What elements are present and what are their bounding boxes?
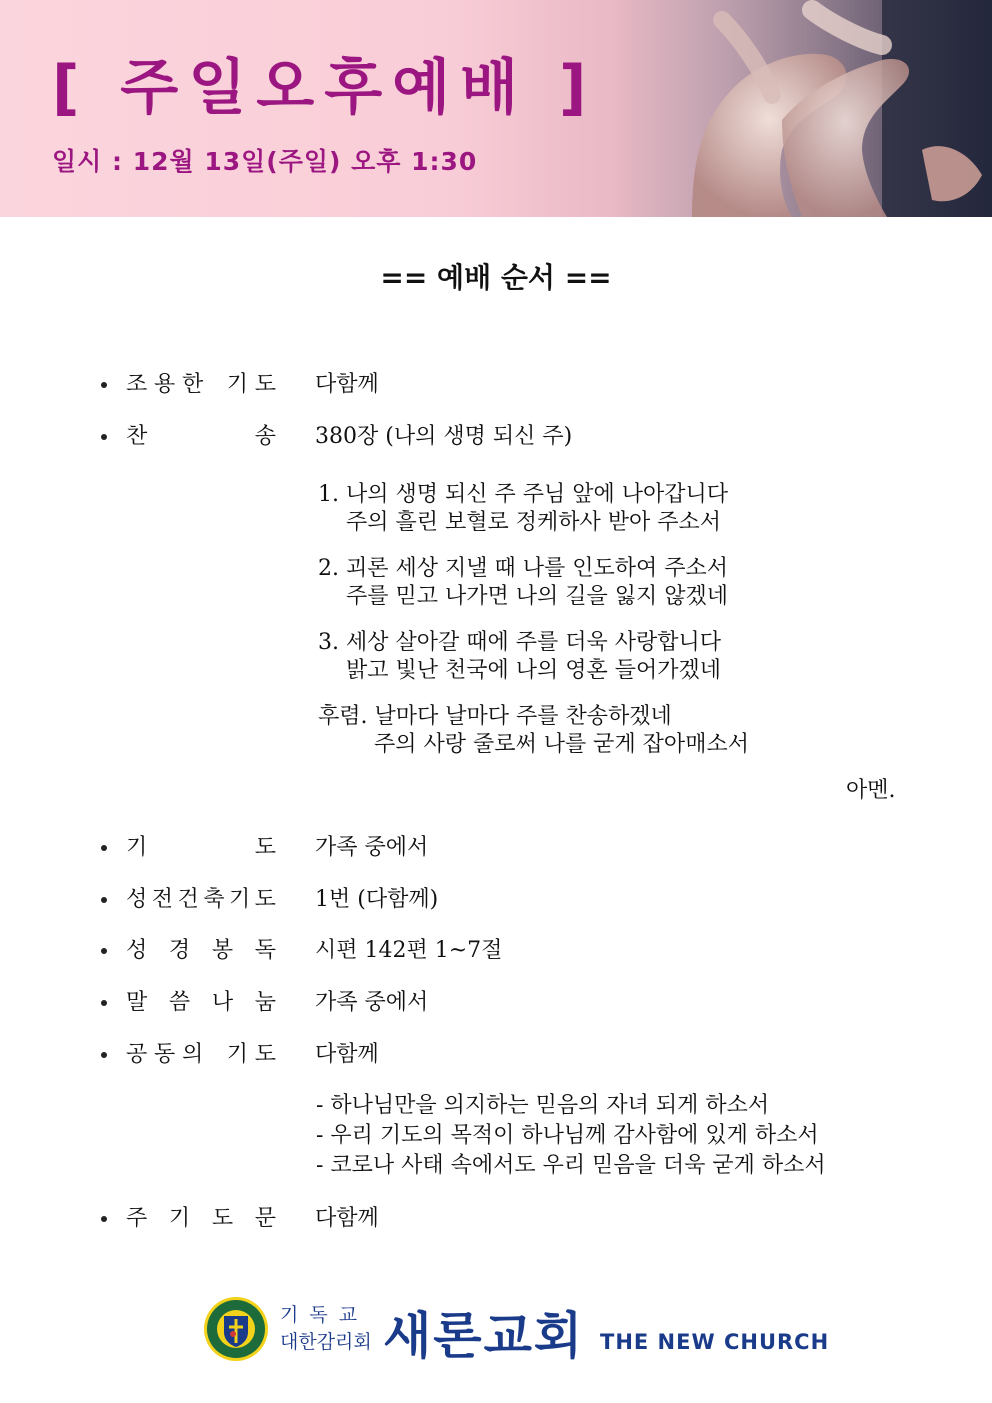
label-char: 한 [182,372,204,397]
bullet-dot [101,1052,107,1058]
label-char: 의 [182,1042,204,1067]
order-item-label [126,1039,276,1071]
hymn-verse-2-line-1: 2. 괴론 세상 지낼 때 나를 인도하여 주소서 [318,556,728,581]
label-char: 경 [168,938,191,963]
church-logo [203,1296,830,1366]
hymn-chorus-line-2: 주의 사랑 줄로써 나를 굳게 잡아매소서 [318,732,749,757]
hymn-verse-3-line-2: 밝고 빛난 천국에 나의 영혼 들어가겠네 [318,658,721,683]
bullet-dot [101,897,107,903]
label-char: 기 [226,1042,248,1067]
label-char: 성 [126,887,148,912]
label-char: 찬 [126,424,148,449]
service-datetime: 일시 : 12월 13일(주일) 오후 1:30 [52,147,478,176]
label-char: 송 [254,424,276,449]
label-char: 도 [254,887,276,912]
order-item-value: 380장 (나의 생명 되신 주) [315,424,573,449]
label-char: 기 [226,372,248,397]
label-char: 씀 [168,990,191,1015]
order-item-label [126,884,276,916]
order-item-label [126,421,276,453]
bullet-dot [101,845,107,851]
prayer-topic-1: - 하나님만을 의지하는 믿음의 자녀 되게 하소서 [316,1093,770,1118]
order-item-label [126,935,276,967]
label-gap [210,369,220,401]
hymn-verse-1-line-1: 1. 나의 생명 되신 주 주님 앞에 나아갑니다 [318,482,728,507]
label-char: 축 [203,887,225,912]
church-name-korean: 새론교회 [383,1307,585,1365]
bullet-dot [101,382,107,388]
label-char: 기 [126,835,148,860]
hymn-verse-2-line-2: 주를 믿고 나가면 나의 길을 잃지 않겠네 [318,584,728,609]
prayer-topic-3: - 코로나 사태 속에서도 우리 믿음을 더욱 굳게 하소서 [316,1153,826,1178]
bullet-dot [101,1000,107,1006]
page-title: [ 주일오후예배 ] [52,53,597,123]
label-char: 기 [168,1206,191,1231]
label-char: 주 [126,1206,148,1231]
order-item-value: 가족 중에서 [315,835,429,860]
label-char: 도 [254,1042,276,1067]
label-gap [210,1039,220,1071]
label-char: 도 [254,835,276,860]
order-item-label [126,987,276,1019]
label-char: 독 [254,938,276,963]
prayer-topic-2: - 우리 기도의 목적이 하나님께 감사함에 있게 하소서 [316,1123,819,1148]
denomination-line-2: 대한감리회 [280,1331,372,1353]
label-char: 봉 [211,938,234,963]
label-char: 용 [154,372,176,397]
label-char: 말 [126,990,148,1015]
label-char: 나 [211,990,234,1015]
worship-order-heading: == 예배 순서 == [380,261,612,294]
label-char: 건 [177,887,199,912]
label-char: 성 [126,938,148,963]
label-char: 눔 [254,990,276,1015]
praying-hands-photo [632,0,992,217]
order-item-label [126,832,276,864]
denomination-line-1: 기독교 [280,1304,369,1326]
church-name-english: THE NEW CHURCH [600,1330,830,1354]
hymn-amen: 아멘. [846,778,896,803]
label-char: 도 [254,372,276,397]
order-item-value: 다함께 [315,1206,379,1231]
hymn-verse-3-line-1: 3. 세상 살아갈 때에 주를 더욱 사랑합니다 [318,630,721,655]
label-char: 조 [126,372,148,397]
order-item-value: 가족 중에서 [315,990,429,1015]
label-char: 공 [126,1042,148,1067]
order-item-label [126,1203,276,1235]
header-banner [0,0,992,217]
order-item-value: 다함께 [315,372,379,397]
order-item-value: 다함께 [315,1042,379,1067]
label-char: 동 [154,1042,176,1067]
hymn-verse-1-line-2: 주의 흘린 보혈로 정케하사 받아 주소서 [318,510,721,535]
methodist-seal-icon [203,1296,269,1362]
hymn-chorus-line-1: 후렴. 날마다 날마다 주를 찬송하겠네 [318,704,672,729]
label-char: 전 [151,887,173,912]
order-item-value: 시편 142편 1~7절 [315,938,503,963]
label-char: 문 [254,1206,276,1231]
order-item-label [126,369,276,401]
bullet-dot [101,434,107,440]
bullet-dot [101,948,107,954]
label-char: 기 [228,887,251,912]
label-char: 도 [211,1206,234,1231]
bullet-dot [101,1216,107,1222]
order-item-value: 1번 (다함께) [315,887,439,912]
